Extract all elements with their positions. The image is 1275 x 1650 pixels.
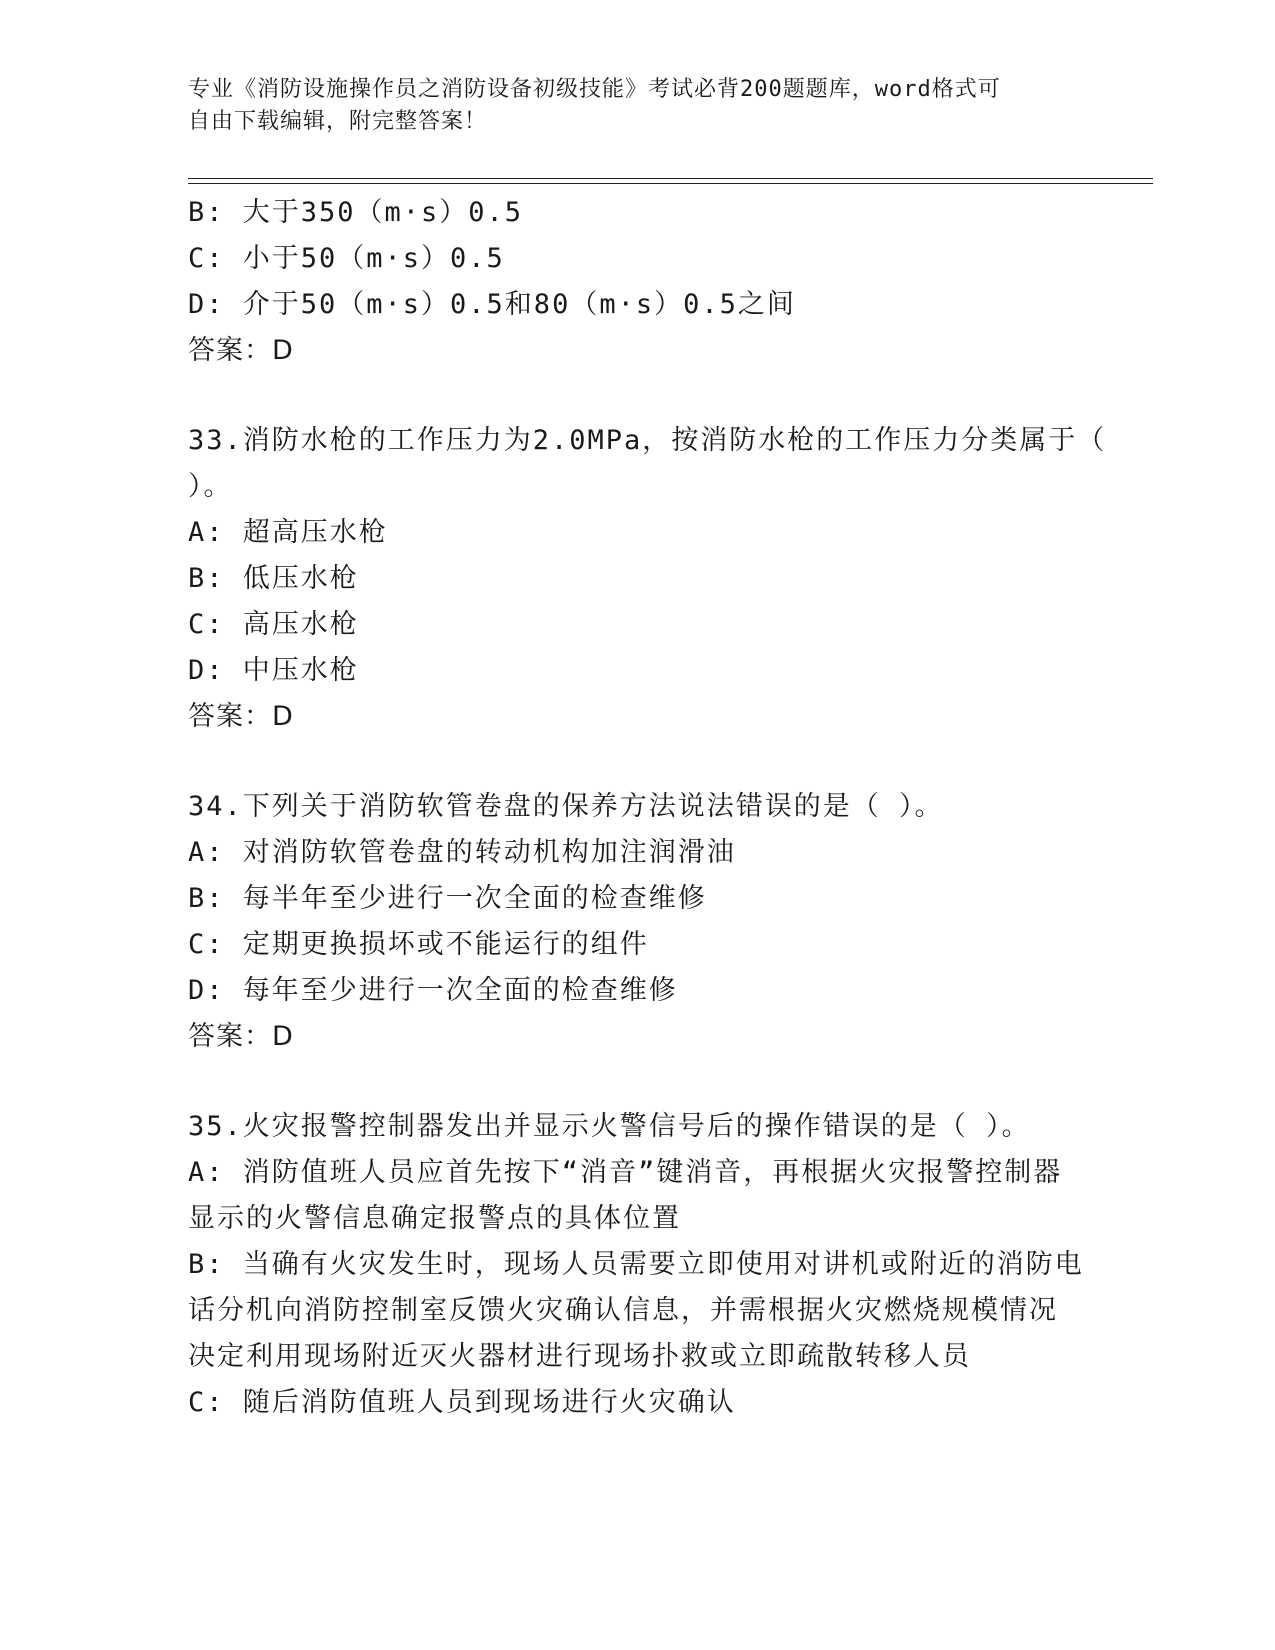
question-35 [188, 1104, 1088, 1426]
spacer [188, 374, 1088, 418]
spacer [188, 1060, 1088, 1104]
option-b-line-2: 话分机向消防控制室反馈火灾确认信息，并需根据火灾燃烧规模情况 [188, 1295, 1058, 1326]
option-d: D: 介于50（m·s）0.5和80（m·s）0.5之间 [188, 289, 796, 320]
option-a-line-1: A: 消防值班人员应首先按下“消音”键消音，再根据火灾报警控制器 [188, 1157, 1063, 1188]
option-a: A: 超高压水枪 [188, 517, 388, 548]
header-divider-top [188, 178, 1153, 179]
question-text: 34.下列关于消防软管卷盘的保养方法说法错误的是（ ）。 [188, 791, 944, 822]
option-a-line-2: 显示的火警信息确定报警点的具体位置 [188, 1203, 681, 1234]
option-c: C: 小于50（m·s）0.5 [188, 243, 505, 274]
option-b: B: 每半年至少进行一次全面的检查维修 [188, 883, 707, 914]
question-33 [188, 418, 1107, 740]
option-d: D: 中压水枪 [188, 655, 359, 686]
option-c: C: 定期更换损坏或不能运行的组件 [188, 929, 649, 960]
header-line-2: 自由下载编辑，附完整答案！ [188, 109, 488, 134]
option-c: C: 高压水枪 [188, 609, 359, 640]
question-34 [188, 784, 1088, 1060]
question-text-line-2: ）。 [188, 471, 233, 502]
option-b-line-3: 决定利用现场附近灭火器材进行现场扑救或立即疏散转移人员 [188, 1341, 971, 1372]
header-line-1: 专业《消防设施操作员之消防设备初级技能》考试必背200题题库，word格式可 [188, 77, 1001, 102]
document-header [188, 74, 1088, 138]
option-b: B: 大于350（m·s）0.5 [188, 197, 524, 228]
question-list [188, 190, 1107, 1426]
question-32-tail [188, 190, 1088, 374]
option-b: B: 低压水枪 [188, 563, 359, 594]
option-b-line-1: B: 当确有火灾发生时，现场人员需要立即使用对讲机或附近的消防电 [188, 1249, 1084, 1280]
answer: 答案：D [188, 335, 294, 366]
option-a: A: 对消防软管卷盘的转动机构加注润滑油 [188, 837, 736, 868]
header-divider-bottom [188, 183, 1153, 184]
option-c: C: 随后消防值班人员到现场进行火灾确认 [188, 1387, 736, 1418]
question-text-line-1: 33.消防水枪的工作压力为2.0MPa，按消防水枪的工作压力分类属于（ [188, 425, 1107, 456]
question-text: 35.火灾报警控制器发出并显示火警信号后的操作错误的是（ ）。 [188, 1111, 1031, 1142]
option-d: D: 每年至少进行一次全面的检查维修 [188, 975, 678, 1006]
answer: 答案：D [188, 701, 294, 732]
spacer [188, 740, 1088, 784]
answer: 答案：D [188, 1021, 294, 1052]
